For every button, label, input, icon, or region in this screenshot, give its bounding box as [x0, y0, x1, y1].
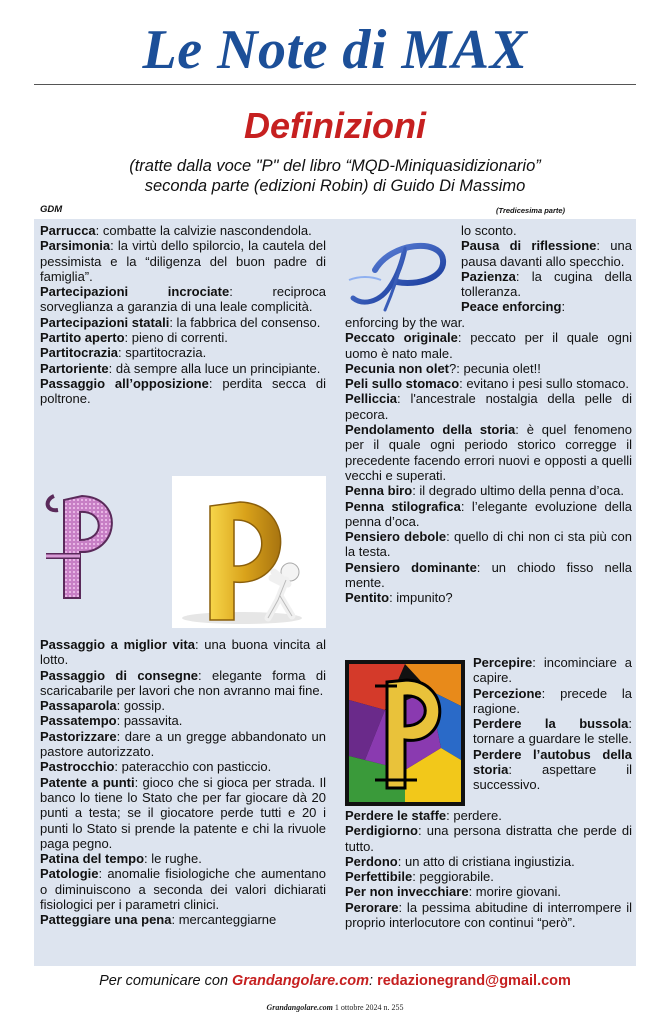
- definition-entry: [345, 854, 632, 869]
- definition-text: : morire giovani.: [468, 884, 562, 900]
- definition-term: Perdono: [345, 853, 398, 869]
- definition-entry: [345, 823, 632, 854]
- definition-term: Perfettibile: [345, 869, 413, 885]
- definition-entry: [461, 269, 632, 300]
- definition-term: Pazienza: [461, 268, 516, 284]
- definition-entry: [40, 361, 326, 376]
- definition-term: Per non invecchiare: [345, 884, 469, 900]
- definition-entry: [40, 713, 326, 728]
- masthead: Le Note di MAX: [142, 19, 528, 81]
- definition-text: : peggiorabile.: [412, 869, 494, 885]
- definition-text: : una persona distratta che perde di tutto.: [345, 823, 632, 854]
- definition-term: Penna biro: [345, 483, 413, 499]
- footer-brand-link[interactable]: Grandangolare.com: [232, 973, 370, 989]
- subtitle-line-1: (tratte dalla voce "P" del libro “MQD-Miniquasidizionario”: [129, 157, 541, 175]
- left-column-top: [40, 223, 326, 407]
- definition-term: Passaggio di consegne: [40, 667, 199, 683]
- definition-term: Perorare: [345, 899, 399, 915]
- definition-text: : mercanteggiarne: [171, 912, 277, 928]
- definition-text: : gioco che si gioca per strada. Il banco lo tiene lo Stato che per far giocare dà 20 punti a testa; se il giocatore perde tutti e 20 i punti lo Stato si prende la patente e chi la rivuole paga pegno.: [40, 774, 326, 851]
- definition-entry: [40, 637, 326, 668]
- definition-text: : spartitocrazia.: [118, 345, 207, 361]
- definition-entry: [345, 808, 632, 823]
- definition-entry: [473, 686, 632, 717]
- definition-text: : pateracchio con pasticcio.: [114, 759, 272, 775]
- definition-term: Patente a punti: [40, 774, 135, 790]
- definition-text: ?: pecunia olet!!: [449, 360, 541, 376]
- definition-term: Passaparola: [40, 698, 117, 714]
- definition-text: : impunito?: [389, 590, 453, 606]
- definition-text: : perdere.: [446, 808, 502, 823]
- definition-term: Penna stilografica: [345, 498, 461, 514]
- definition-entry: [40, 330, 326, 345]
- definition-entry: [40, 729, 326, 760]
- definition-text: enforcing by the war.: [345, 315, 465, 330]
- definition-entry: [40, 315, 326, 330]
- definition-term: Passatempo: [40, 713, 117, 729]
- definition-text: : è quel fenomeno per il quale ogni periodo storico corregge il precedente facendo errori nuovi e opposti a quelli vecchi e superati.: [345, 422, 632, 483]
- definition-entry: [461, 238, 632, 269]
- definition-text: : l'ancestrale nostalgia della pelle di pecora.: [345, 391, 632, 422]
- definition-text: : peccato per il quale ogni uomo è nato male.: [345, 330, 633, 361]
- definition-entry: [345, 884, 632, 899]
- definition-term: Partecipazioni incrociate: [40, 284, 230, 300]
- definition-term: Perdere le staffe: [345, 808, 447, 823]
- subtitle: [0, 156, 670, 196]
- definition-term: Patteggiare una pena: [40, 912, 172, 928]
- definition-text: : la cugina della tolleranza.: [461, 268, 632, 300]
- definition-term: Passaggio a miglior vita: [40, 637, 195, 652]
- part-tag: (Tredicesima parte): [496, 206, 566, 215]
- definition-term: Pastrocchio: [40, 759, 115, 775]
- right-column-bottom: [345, 808, 632, 930]
- definition-entry: [345, 391, 632, 422]
- credit-publication: Grandangolare.com: [266, 1003, 333, 1012]
- definition-text: : elegante forma di scaricabarile per lavori che non avranno mai fine.: [40, 667, 326, 698]
- definition-entry: [345, 422, 632, 483]
- definition-term: Partecipazioni statali: [40, 314, 170, 330]
- definition-term: Parrucca: [40, 223, 96, 238]
- definition-entry: [345, 529, 632, 560]
- definition-text: : perdita secca di poltrone.: [40, 375, 326, 407]
- publication-credit: [0, 1003, 670, 1012]
- definition-text: : l’elegante evoluzione della penna d’oca.: [345, 498, 632, 529]
- definition-term: Pentito: [345, 590, 390, 606]
- author-tag: GDM: [40, 204, 63, 215]
- definition-entry: [473, 716, 632, 747]
- definition-entry: [40, 345, 326, 360]
- definition-entry: [40, 238, 326, 284]
- definition-text: : aspettare il successivo.: [473, 762, 632, 793]
- definition-entry: [345, 560, 632, 591]
- definition-entry: [345, 590, 632, 605]
- definition-text: :: [561, 299, 566, 315]
- definition-term: Perdigiorno: [345, 823, 418, 839]
- footer-prefix: Per comunicare con: [99, 973, 233, 989]
- definition-term: Perdere l’autobus della storia: [473, 746, 632, 778]
- stained-glass-p-image: [345, 660, 465, 806]
- definition-text: lo sconto.: [461, 223, 517, 238]
- definition-entry: [473, 747, 632, 793]
- definition-entry: [40, 851, 326, 866]
- definition-entry: [40, 759, 326, 774]
- definition-entry: [345, 869, 632, 884]
- definition-text: : evitano i pesi sullo stomaco.: [459, 376, 629, 392]
- definition-text: : pieno di correnti.: [124, 330, 228, 346]
- definition-term: Perdere la bussola: [473, 716, 629, 732]
- definition-text: : combatte la calvizie nascondendola.: [95, 223, 312, 238]
- definition-entry: [345, 499, 632, 530]
- definition-text: : passavita.: [116, 713, 183, 729]
- header-rule: [34, 84, 636, 85]
- definition-entry: [40, 376, 326, 407]
- definition-text: : un chiodo fisso nella mente.: [345, 559, 632, 591]
- definition-term: Pendolamento della storia: [345, 422, 516, 438]
- definition-entry: [40, 284, 326, 315]
- definition-entry: [345, 900, 632, 931]
- definition-term: Partitocrazia: [40, 345, 119, 361]
- definition-text: : tornare a guardare le stelle.: [473, 716, 632, 747]
- definition-text: : la fabbrica del consenso.: [169, 314, 321, 330]
- definition-term: Patologie: [40, 866, 99, 882]
- definition-entry: [40, 668, 326, 699]
- definition-entry: [345, 483, 632, 498]
- definition-text: : la virtù dello spilorcio, la cautela del pessimista e la “diligenza del buon padre di famiglia”.: [40, 238, 326, 284]
- page-title: Definizioni: [244, 105, 426, 146]
- footer-email-link[interactable]: redazionegrand@gmail.com: [377, 973, 571, 989]
- definition-term: Peli sullo stomaco: [345, 376, 460, 392]
- definition-entry: [461, 223, 632, 238]
- definition-text: : quello di chi non ci sta più con la testa.: [345, 529, 632, 560]
- footer-contact: [0, 973, 670, 989]
- definition-text: : reciproca sorveglianza a garanzia di una leale complicità.: [40, 284, 326, 315]
- gold-p-figure-image: [172, 476, 326, 628]
- definition-text: : una pausa davanti allo specchio.: [461, 238, 632, 269]
- definition-term: Peace enforcing: [461, 299, 562, 315]
- definition-entry: [345, 330, 632, 361]
- definition-term: Pecunia non olet: [345, 360, 450, 376]
- definition-entry: [345, 361, 632, 376]
- right-column-side: [473, 655, 632, 793]
- definition-term: Partito aperto: [40, 330, 125, 346]
- definition-text: : la pessima abitudine di interrompere il proprio interlocutore con continui “però”.: [345, 899, 632, 931]
- right-column-middle: [345, 315, 632, 606]
- definition-entry: [40, 775, 326, 851]
- definition-entry: [345, 315, 632, 330]
- definition-entry: [40, 223, 326, 238]
- definition-term: Passaggio all’opposizione: [40, 375, 209, 391]
- definition-entry: [461, 299, 632, 314]
- definition-text: : dà sempre alla luce un principiante.: [108, 360, 321, 376]
- definition-entry: [40, 912, 326, 927]
- definition-term: Pausa di riflessione: [461, 238, 597, 254]
- calligraphic-p-image: [345, 236, 453, 312]
- definition-term: Percepire: [473, 655, 533, 670]
- definition-term: Partoriente: [40, 360, 109, 376]
- definition-term: Peccato originale: [345, 330, 458, 346]
- definition-term: Pensiero debole: [345, 529, 447, 545]
- definition-entry: [40, 866, 326, 912]
- definition-text: : dare a un gregge abbandonato un pastore autorizzato.: [40, 728, 326, 760]
- definition-entry: [40, 698, 326, 713]
- right-column-top: [461, 223, 632, 315]
- definition-text: : una buona vincita al lotto.: [40, 637, 327, 668]
- definition-term: Parsimonia: [40, 238, 111, 254]
- footer-separator: :: [369, 973, 378, 989]
- definition-entry: [473, 655, 632, 686]
- definition-text: : le rughe.: [144, 851, 202, 867]
- definition-term: Pensiero dominante: [345, 559, 477, 575]
- definition-entry: [345, 376, 632, 391]
- pink-p-image: [40, 486, 130, 604]
- definition-term: Patina del tempo: [40, 851, 145, 867]
- definition-text: : anomalie fisiologiche che aumentano o diminuiscono a seconda dei valori dichiarati fisiologici per i parametri clinici.: [40, 866, 326, 913]
- definition-text: : un atto di cristiana ingiustizia.: [397, 853, 575, 869]
- definition-term: Pastorizzare: [40, 728, 117, 744]
- credit-issue: 1 ottobre 2024 n. 255: [332, 1003, 404, 1012]
- definition-term: Pelliccia: [345, 391, 398, 407]
- subtitle-line-2: seconda parte (edizioni Robin) di Guido Di Massimo: [144, 177, 526, 195]
- definition-text: : gossip.: [116, 698, 166, 714]
- definition-term: Percezione: [473, 685, 542, 701]
- definition-text: : precede la ragione.: [473, 685, 632, 716]
- definition-text: : incominciare a capire.: [473, 655, 632, 686]
- definition-text: : il degrado ultimo della penna d’oca.: [412, 483, 624, 499]
- left-column-bottom: [40, 637, 326, 928]
